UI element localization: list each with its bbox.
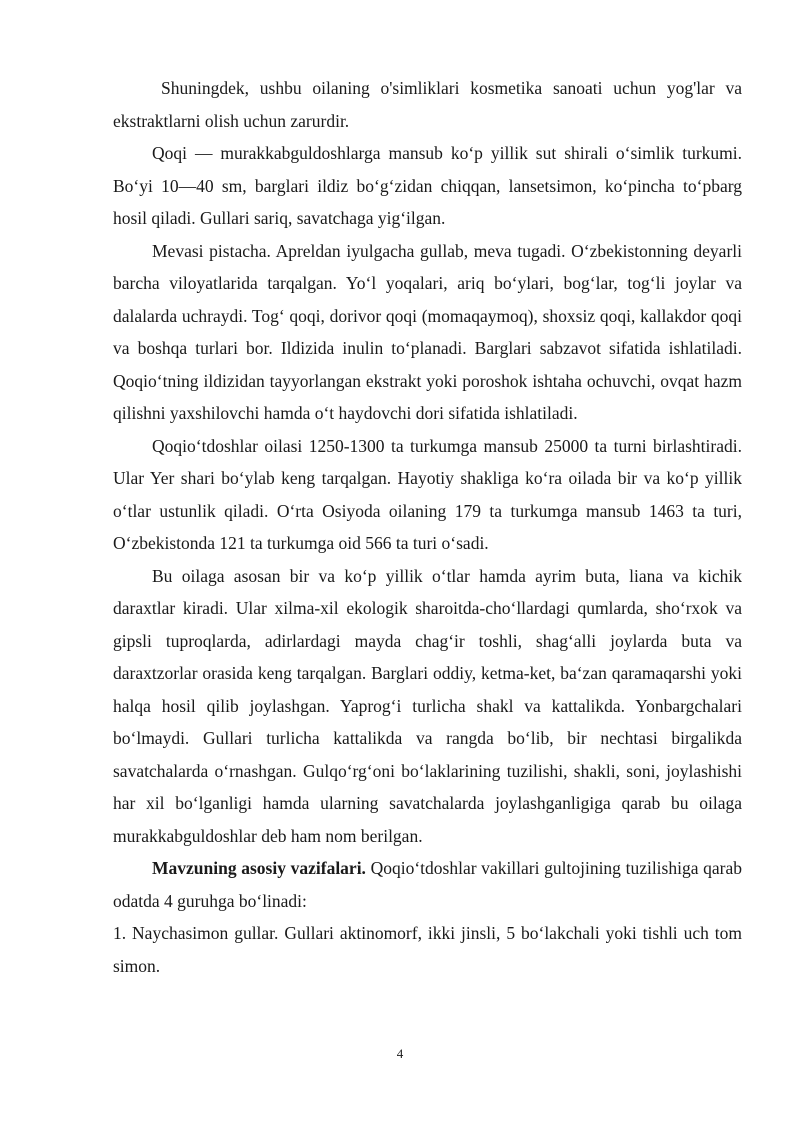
paragraph-tubular-flowers: 1. Naychasimon gullar. Gullari aktinomorf, ikki jinsli, 5 bo‘lakchali yoki tishli uch tom simon. bbox=[113, 923, 742, 976]
paragraph-family-statistics: Qoqio‘tdoshlar oilasi 1250-1300 ta turkumga mansub 25000 ta turni birlashtiradi. Ular Yer shari bo‘ylab keng tarqalgan. Hayotiy shakliga ko‘ra oilada bir va ko‘p yillik o‘tlar ustunlik qiladi. O‘rta Osiyoda oilaning 179 ta turkumga mansub 1463 ta turi, O‘zbekistonda 121 ta turkumga oid 566 ta turi o‘sadi. bbox=[113, 435, 742, 553]
document-page bbox=[113, 72, 742, 982]
page-number: 4 bbox=[396, 1046, 404, 1061]
paragraph-qoqi-description: Qoqi — murakkabguldoshlarga mansub ko‘p yillik sut shirali o‘simlik turkumi. Bo‘yi 10—40 sm, barglari ildiz bo‘g‘zidan chiqqan, lansetsimon, ko‘pincha to‘pbarg hosil qiladi. Gullari sariq, savatchaga yig‘ilgan. bbox=[113, 143, 742, 228]
main-tasks-heading: Mavzuning asosiy vazifalari. bbox=[152, 858, 366, 878]
paragraph-qoqi-fruit-distribution: Mevasi pistacha. Apreldan iyulgacha gullab, meva tugadi. O‘zbekistonning deyarli barcha viloyatlarida tarqalgan. Yo‘l yoqalari, ariq bo‘ylari, bog‘lar, tog‘li joylar va dalalarda uchraydi. Tog‘ qoqi, dorivor qoqi (momaqaymoq), shoxsiz qoqi, kallakdor qoqi va boshqa turlari bor. Ildizida inulin to‘planadi. Barglari sabzavot sifatida ishlatiladi. Qoqio‘tning ildizidan tayyorlangan ekstrakt yoki poroshok ishtaha ochuvchi, ovqat hazm qilishni yaxshilovchi hamda o‘t haydovchi dori sifatida ishlatiladi. bbox=[113, 240, 742, 423]
main-tasks-text: Qoqio‘tdoshlar vakillari gultojining tuzilishiga qarab odatda 4 guruhga bo‘linadi: bbox=[113, 858, 742, 911]
paragraph-family-morphology: Bu oilaga asosan bir va ko‘p yillik o‘tlar hamda ayrim buta, liana va kichik daraxtlar kiradi. Ular xilma-xil ekologik sharoitda-cho‘llardagi qumlarda, sho‘rxok va gipsli tuproqlarda, adirlardagi mayda chag‘ir toshli, shag‘alli joylarda buta va daraxtzorlar orasida keng tarqalgan. Barglari oddiy, ketma-ket, ba‘zan qaramaqarshi yoki halqa hosil qilib joylashgan. Yaprog‘i turlicha shakl va kattalikda. Yonbargchalari bo‘lmaydi. Gullari turlicha kattalikda va rangda bo‘lib, bir nechtasi birgalikda savatchalarda o‘rnashgan. Gulqo‘rg‘oni bo‘laklarining tuzilishi, shakli, soni, joylashishi har xil bo‘lganligi hamda ularning savatchalarda joylashganligiga qarab bu oilaga murakkabguldoshlar deb ham nom berilgan. bbox=[113, 565, 742, 846]
paragraph-main-tasks bbox=[113, 852, 742, 917]
paragraph-cosmetics: Shuningdek, ushbu oilaning o'simliklari kosmetika sanoati uchun yog'lar va ekstraktlarni olish uchun zarurdir. bbox=[113, 78, 742, 131]
